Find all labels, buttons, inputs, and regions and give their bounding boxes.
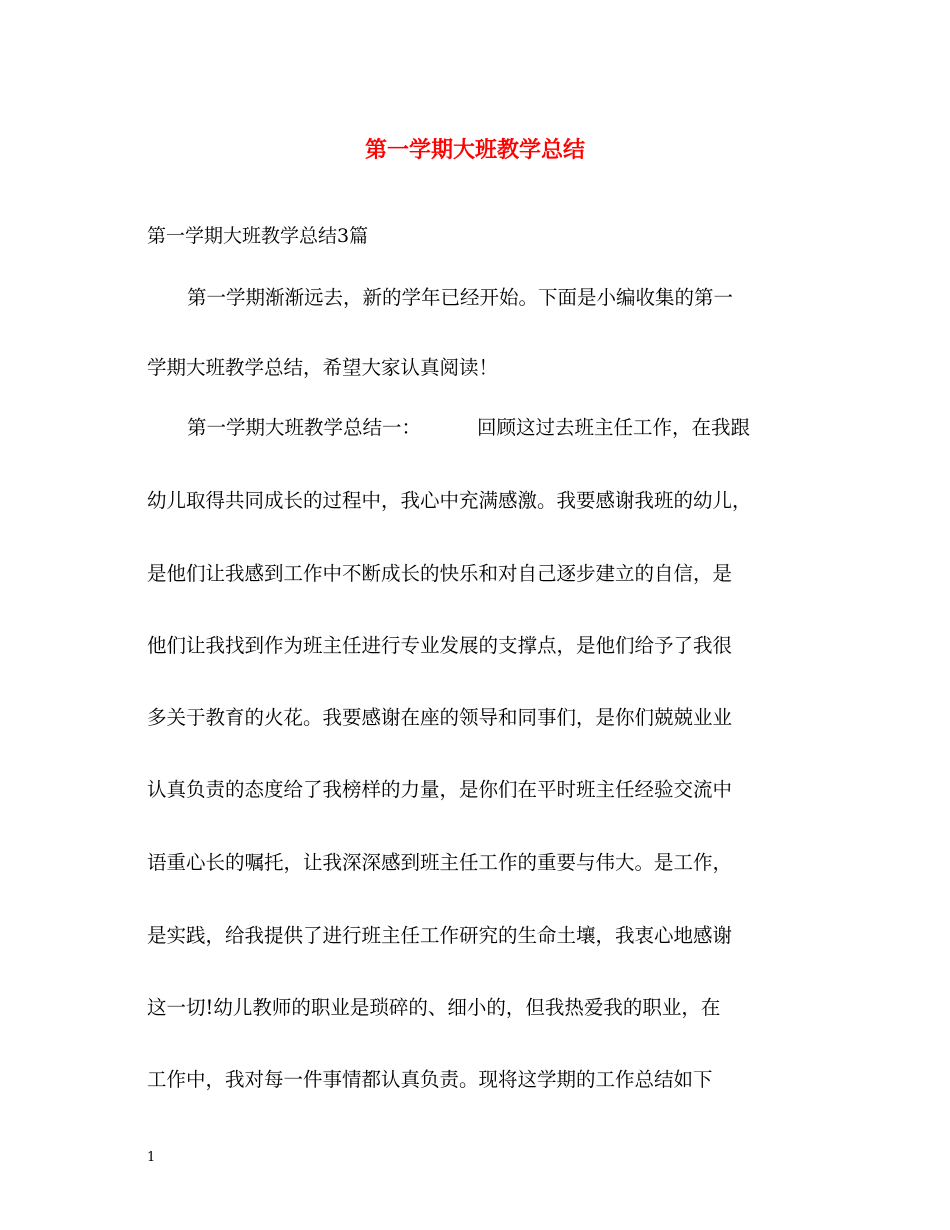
paragraph-line: 是实践，给我提供了进行班主任工作研究的生命土壤，我衷心地感谢 (147, 924, 733, 947)
paragraph-line: 语重心长的嘱托，让我深深感到班主任工作的重要与伟大。是工作， (147, 851, 733, 874)
paragraph-line: 学期大班教学总结，希望大家认真阅读！ (147, 356, 499, 379)
paragraph-line: 他们让我找到作为班主任进行专业发展的支撑点，是他们给予了我很 (147, 634, 733, 657)
document-subtitle: 第一学期大班教学总结3篇 (147, 225, 369, 247)
paragraph-line: 工作中，我对每一件事情都认真负责。现将这学期的工作总结如下 (147, 1068, 713, 1091)
section-heading: 第一学期大班教学总结一： (187, 416, 422, 439)
paragraph-line (187, 414, 750, 442)
paragraph-line: 幼儿取得共同成长的过程中，我心中充满感激。我要感谢我班的幼儿， (147, 489, 752, 512)
page-number: 1 (147, 1150, 156, 1165)
section-text: 回顾这过去班主任工作，在我跟 (477, 416, 751, 439)
paragraph-line: 是他们让我感到工作中不断成长的快乐和对自己逐步建立的自信，是 (147, 562, 733, 585)
document-title: 第一学期大班教学总结 (364, 137, 585, 163)
paragraph-line: 认真负责的态度给了我榜样的力量，是你们在平时班主任经验交流中 (147, 778, 733, 801)
paragraph-line: 多关于教育的火花。我要感谢在座的领导和同事们，是你们兢兢业业 (147, 706, 733, 729)
paragraph-line: 这一切!幼儿教师的职业是琐碎的、细小的，但我热爱我的职业，在 (147, 996, 721, 1019)
paragraph-line: 第一学期渐渐远去，新的学年已经开始。下面是小编收集的第一 (187, 286, 734, 309)
